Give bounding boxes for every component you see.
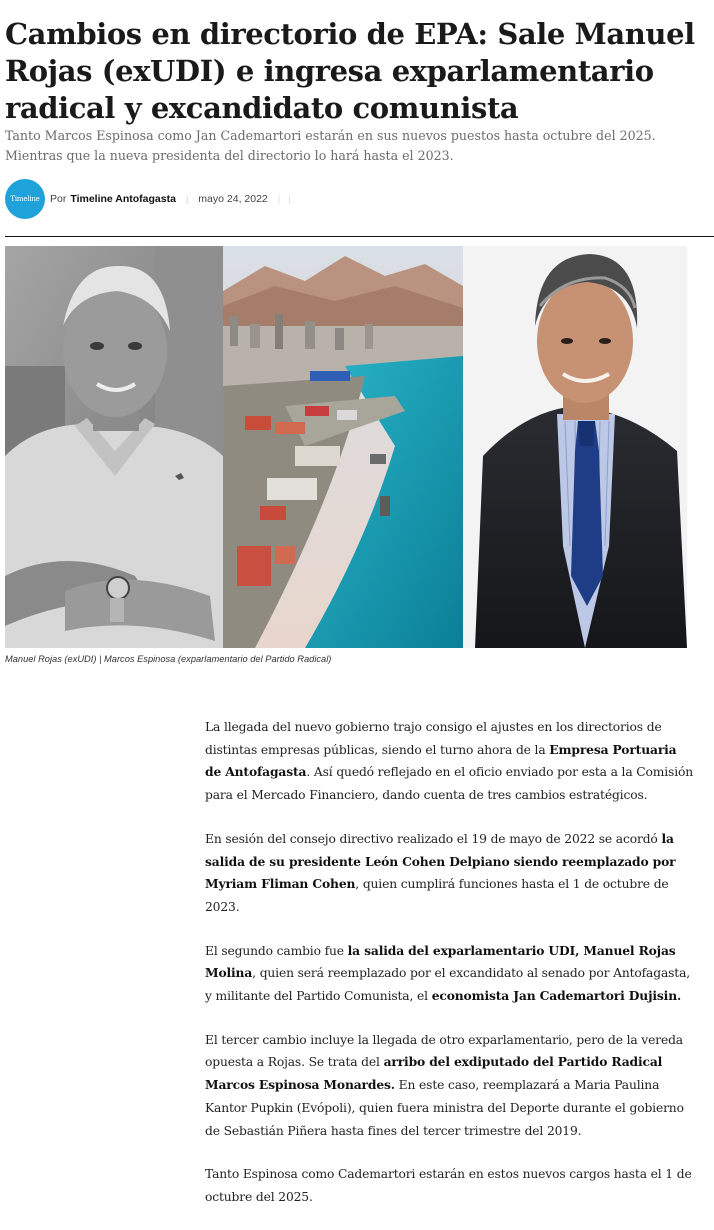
paragraph-bold: economista Jan Cademartori Dujisin. [431, 988, 682, 1004]
paragraph-bold: Empresa Portuaria de Antofagasta [205, 741, 677, 780]
image-caption: Manuel Rojas (exUDI) | Marcos Espinosa (exparlamentario del Partido Radical) [5, 654, 332, 664]
portrait-manuel-rojas [5, 246, 223, 648]
paragraph-3 [205, 940, 695, 1008]
port-aerial-view [223, 246, 463, 648]
paragraph-5 [205, 1163, 695, 1208]
paragraph-text: , quien cumplirá funciones hasta el 1 de octubre de 2023. [205, 877, 669, 914]
paragraph-text: En sesión del consejo directivo realizado el 19 de mayo de 2022 se acordó [205, 831, 662, 846]
paragraph-4 [205, 1029, 695, 1143]
article-meta [5, 179, 290, 219]
by-label: Por [50, 193, 67, 205]
article-featured-image [5, 246, 687, 648]
paragraph-bold: la salida del exparlamentario UDI, Manuel Rojas Molina [205, 942, 676, 981]
meta-divider: | [185, 194, 189, 204]
author-avatar[interactable] [5, 179, 45, 219]
paragraph-text: Tanto Espinosa como Cademartori estarán en estos nuevos cargos hasta el 1 de octubre del 2025. [205, 1167, 692, 1204]
article-body [205, 716, 695, 1230]
avatar-logo-text: Timeline [10, 195, 40, 203]
paragraph-text: El segundo cambio fue [205, 943, 348, 958]
header-divider [5, 236, 714, 237]
paragraph-text: , quien será reemplazado por el excandidato al senado por Antofagasta, y militante del Partido Comunista, el [205, 966, 691, 1004]
paragraph-2 [205, 828, 695, 919]
article-title: Cambios en directorio de EPA: Sale Manuel Rojas (exUDI) e ingresa exparlamentario radical y excandidato comunista [5, 17, 695, 125]
featured-image-illustration [5, 246, 687, 648]
article-subtitle: Tanto Marcos Espinosa como Jan Cademartori estarán en sus nuevos puestos hasta octubre del 2025. Mientras que la nueva presidenta del directorio lo hará hasta el 2023. [5, 128, 656, 163]
paragraph-1 [205, 716, 695, 807]
meta-divider: | [288, 194, 291, 204]
paragraph-bold: arribo del exdiputado del Partido Radical Marcos Espinosa Monardes. [205, 1054, 663, 1093]
portrait-marcos-espinosa [463, 246, 687, 648]
paragraph-bold: la salida de su presidente León Cohen Delpiano siendo reemplazado por Myriam Fliman Cohen [205, 830, 676, 892]
paragraph-text: . Así quedó reflejado en el oficio enviado por esta a la Comisión para el Mercado Financiero, dando cuenta de tres cambios estratégicos. [205, 765, 694, 803]
author-link[interactable]: Timeline Antofagasta [70, 193, 176, 205]
meta-divider: | [277, 194, 281, 204]
paragraph-text: El tercer cambio incluye la llegada de otro exparlamentario, pero de la vereda opuesta a Rojas. Se trata del [205, 1032, 683, 1070]
publish-date: mayo 24, 2022 [198, 193, 268, 205]
paragraph-text: En este caso, reemplazará a Maria Paulina Kantor Pupkin (Evópoli), quien fuera ministra del Deporte durante el gobierno de Sebastián Piñera hasta fines del tercer trimestre del 2019. [205, 1078, 684, 1138]
paragraph-text: La llegada del nuevo gobierno trajo consigo el ajustes en los directorios de distintas empresas públicas, siendo el turno ahora de la [205, 720, 662, 757]
